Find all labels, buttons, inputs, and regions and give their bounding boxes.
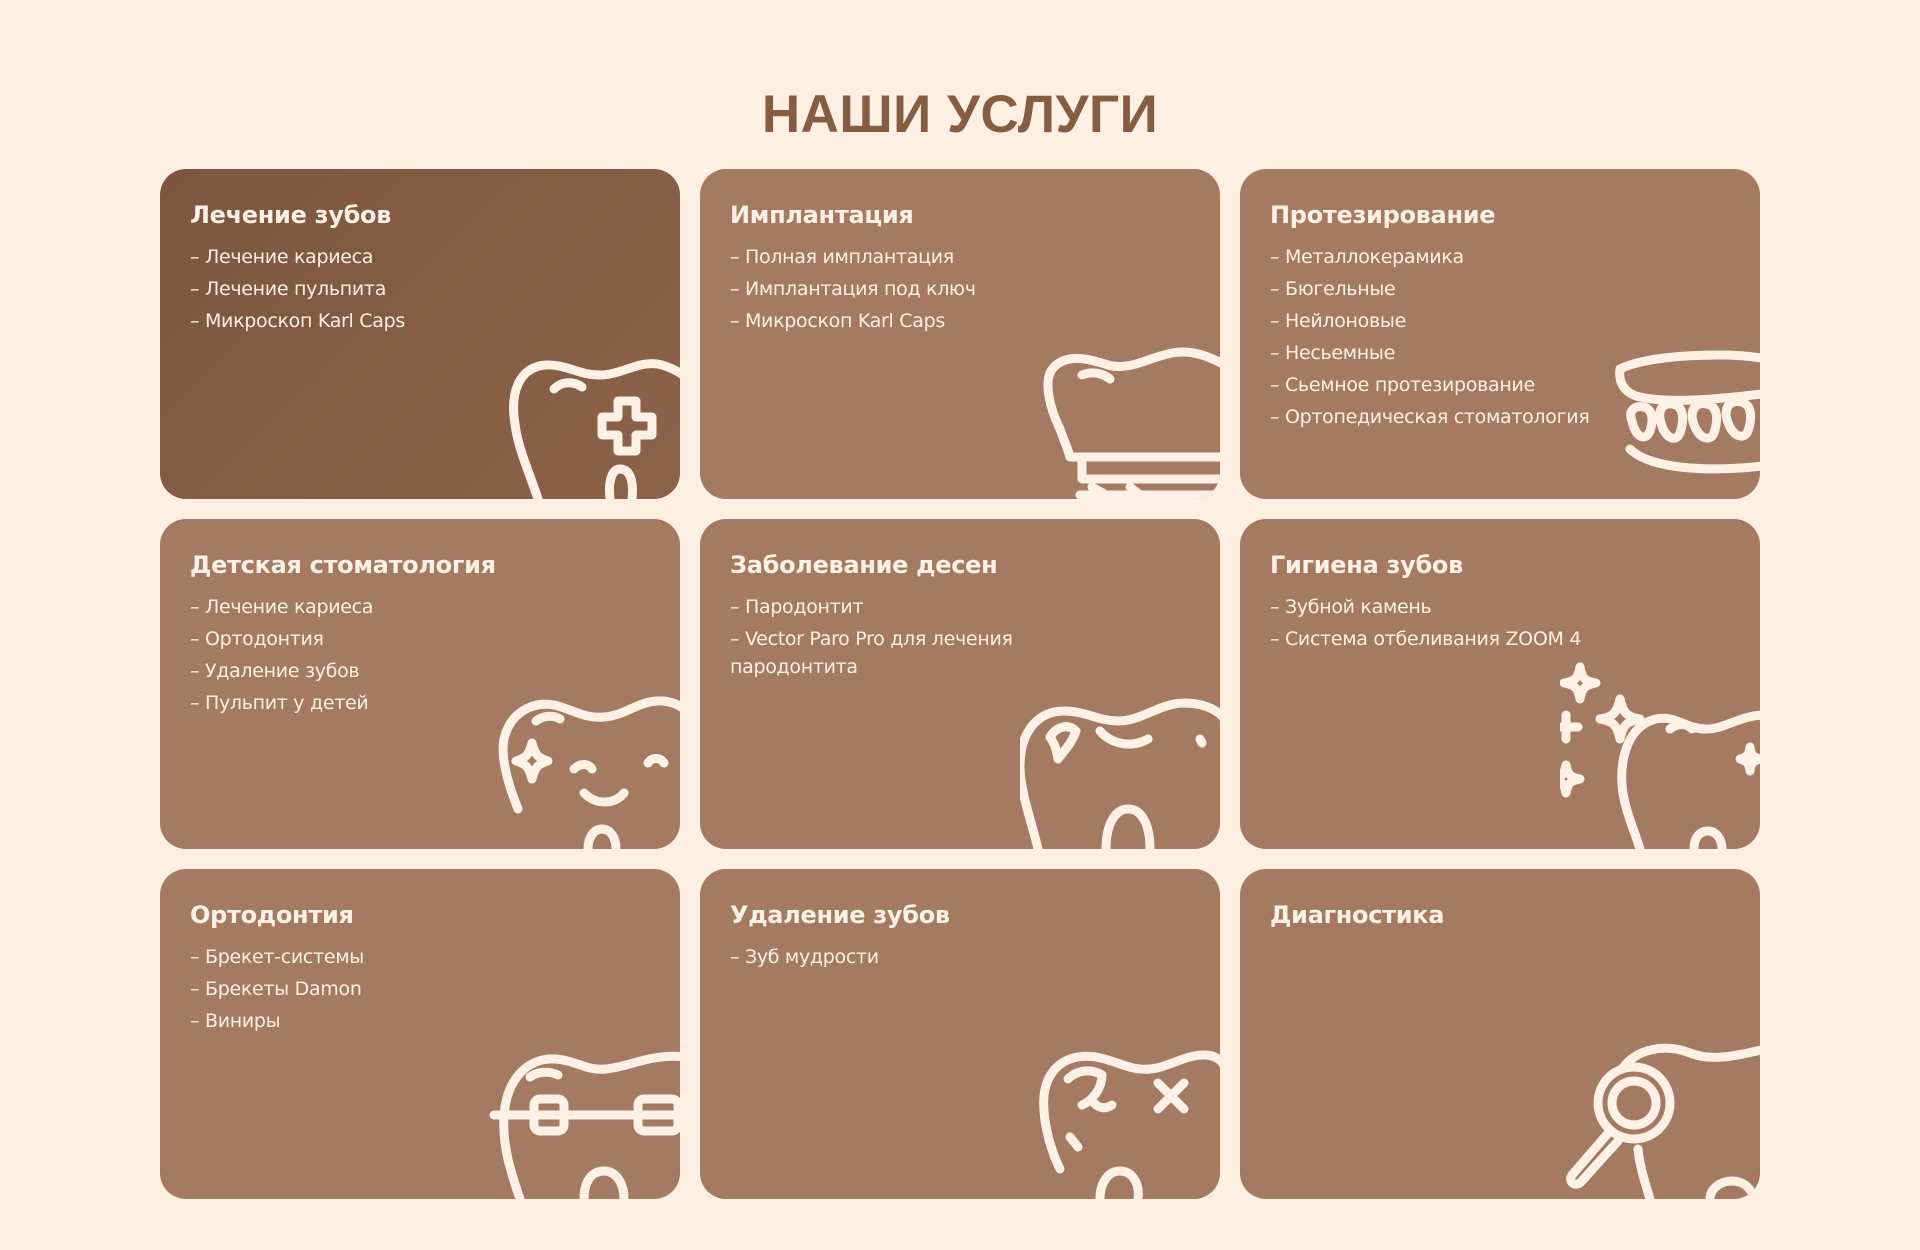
list-item[interactable]: – Виниры xyxy=(190,1007,520,1035)
service-card-gums[interactable] xyxy=(700,519,1220,849)
card-title: Лечение зубов xyxy=(190,201,392,229)
list-item[interactable]: – Микроскоп Karl Caps xyxy=(730,307,1060,335)
card-list xyxy=(730,943,1060,975)
card-title: Удаление зубов xyxy=(730,901,950,929)
card-list xyxy=(190,243,520,339)
list-item[interactable]: – Лечение пульпита xyxy=(190,275,520,303)
list-item[interactable]: – Микроскоп Karl Caps xyxy=(190,307,520,335)
card-title: Ортодонтия xyxy=(190,901,354,929)
list-item[interactable]: – Ортодонтия xyxy=(190,625,520,653)
list-item[interactable]: – Пародонтит xyxy=(730,593,1060,621)
tooth-implant-icon xyxy=(1020,309,1220,499)
card-list xyxy=(730,593,1060,685)
list-item[interactable]: – Удаление зубов xyxy=(190,657,520,685)
list-item[interactable]: – Зуб мудрости xyxy=(730,943,1060,971)
list-item[interactable]: – Vector Paro Pro для лечения пародонтита xyxy=(730,625,1060,681)
list-item[interactable]: – Металлокерамика xyxy=(1270,243,1600,271)
service-card-treatment[interactable] xyxy=(160,169,680,499)
list-item[interactable]: – Несьемные xyxy=(1270,339,1600,367)
service-card-orthodontics[interactable] xyxy=(160,869,680,1199)
smiling-tooth-icon xyxy=(480,659,680,849)
tooth-extraction-icon xyxy=(1020,1009,1220,1199)
card-title: Имплантация xyxy=(730,201,914,229)
list-item[interactable]: – Имплантация под ключ xyxy=(730,275,1060,303)
list-item[interactable]: – Пульпит у детей xyxy=(190,689,520,717)
list-item[interactable]: – Лечение кариеса xyxy=(190,243,520,271)
service-card-diagnostics[interactable] xyxy=(1240,869,1760,1199)
list-item[interactable]: – Бюгельные xyxy=(1270,275,1600,303)
card-list xyxy=(190,943,520,1039)
list-item[interactable]: – Ортопедическая стоматология xyxy=(1270,403,1600,431)
tooth-cross-icon xyxy=(480,309,680,499)
tooth-braces-icon xyxy=(480,1009,680,1199)
list-item[interactable]: – Сьемное протезирование xyxy=(1270,371,1600,399)
service-card-prosthetics[interactable] xyxy=(1240,169,1760,499)
page-title: НАШИ УСЛУГИ xyxy=(761,84,1159,144)
card-list xyxy=(1270,243,1600,435)
list-item[interactable]: – Система отбеливания ZOOM 4 xyxy=(1270,625,1600,653)
list-item[interactable]: – Полная имплантация xyxy=(730,243,1060,271)
dentures-icon xyxy=(1560,309,1760,499)
card-title: Гигиена зубов xyxy=(1270,551,1463,579)
list-item[interactable]: – Зубной камень xyxy=(1270,593,1600,621)
card-list xyxy=(1270,593,1600,657)
card-list xyxy=(190,593,520,721)
service-card-hygiene[interactable] xyxy=(1240,519,1760,849)
list-item[interactable]: – Брекет-системы xyxy=(190,943,520,971)
card-title: Детская стоматология xyxy=(190,551,496,579)
tooth-magnifier-icon xyxy=(1560,1009,1760,1199)
service-card-implantation[interactable] xyxy=(700,169,1220,499)
card-title: Заболевание десен xyxy=(730,551,998,579)
service-card-extraction[interactable] xyxy=(700,869,1220,1199)
sparkling-tooth-icon xyxy=(1560,659,1760,849)
service-card-kids[interactable] xyxy=(160,519,680,849)
damaged-tooth-icon xyxy=(1020,659,1220,849)
list-item[interactable]: – Нейлоновые xyxy=(1270,307,1600,335)
card-title: Диагностика xyxy=(1270,901,1445,929)
list-item[interactable]: – Лечение кариеса xyxy=(190,593,520,621)
services-grid xyxy=(160,169,1760,1199)
card-title: Протезирование xyxy=(1270,201,1496,229)
card-list xyxy=(730,243,1060,339)
list-item[interactable]: – Брекеты Damon xyxy=(190,975,520,1003)
